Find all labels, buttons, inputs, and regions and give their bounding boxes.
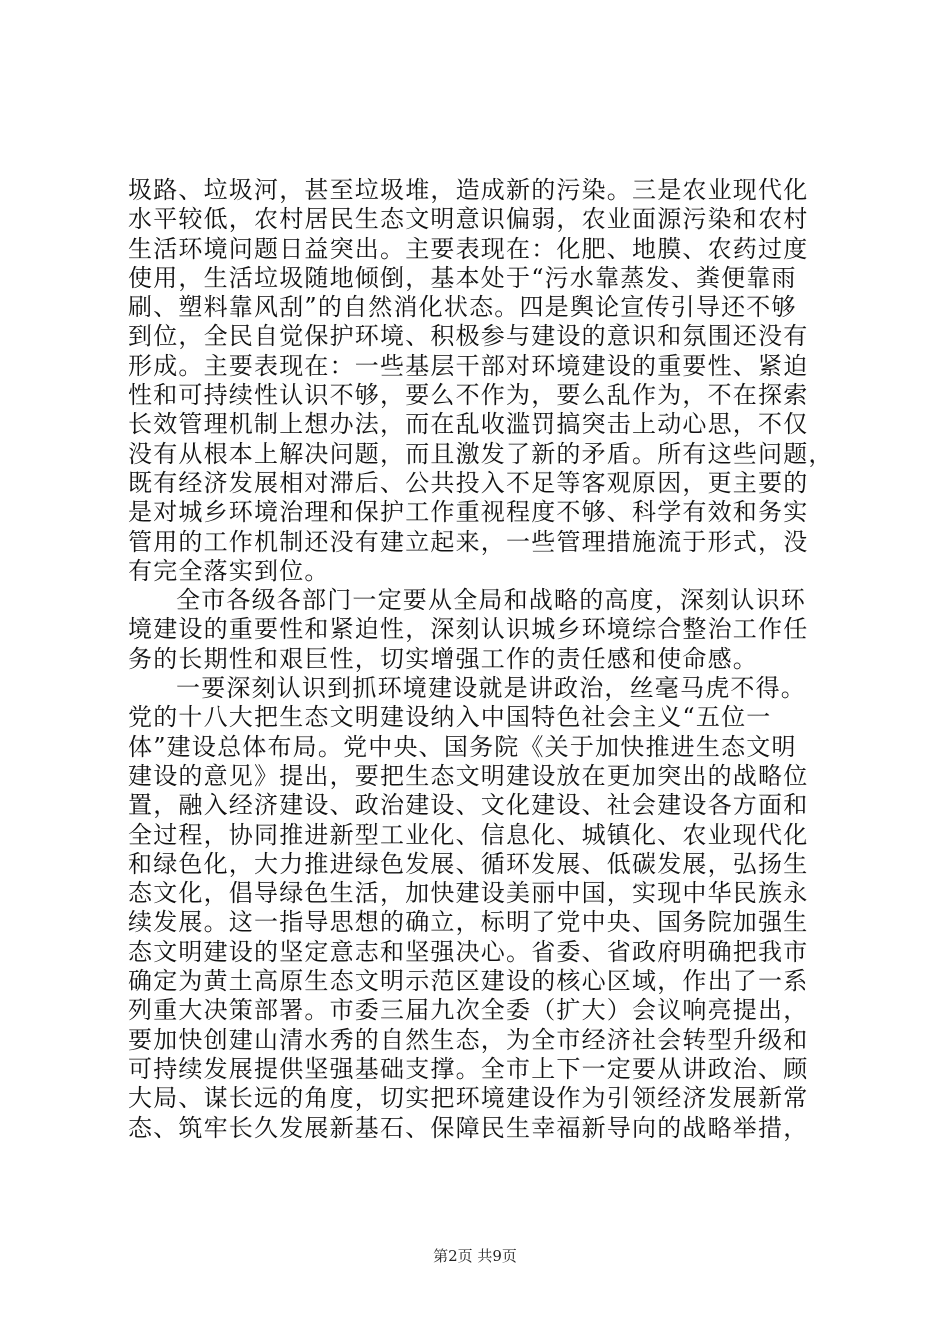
text-line: 置，融入经济建设、政治建设、文化建设、社会建设各方面和 xyxy=(128,791,809,820)
text-line: 没有从根本上解决问题，而且激发了新的矛盾。所有这些问题， xyxy=(128,439,834,468)
text-line: 建设的意见》提出，要把生态文明建设放在更加突出的战略位 xyxy=(128,761,809,790)
text-line: 党的十八大把生态文明建设纳入中国特色社会主义“五位一 xyxy=(128,703,772,732)
text-line: 确定为黄土高原生态文明示范区建设的核心区域，作出了一系 xyxy=(128,967,809,996)
paragraph-start-line: 全市各级各部门一定要从全局和战略的高度，深刻认识环 xyxy=(176,586,806,615)
text-line: 续发展。这一指导思想的确立，标明了党中央、国务院加强生 xyxy=(128,908,809,937)
text-line: 刷、塑料靠风刮”的自然消化状态。四是舆论宣传引导还不够 xyxy=(128,293,797,322)
text-line: 性和可持续性认识不够，要么不作为，要么乱作为，不在探索 xyxy=(128,381,809,410)
text-line: 态、筑牢长久发展新基石、保障民生幸福新导向的战略举措， xyxy=(128,1113,809,1142)
text-line: 全过程，协同推进新型工业化、信息化、城镇化、农业现代化 xyxy=(128,820,809,849)
text-line: 境建设的重要性和紧迫性，深刻认识城乡环境综合整治工作任 xyxy=(128,615,809,644)
text-line: 和绿色化，大力推进绿色发展、循环发展、低碳发展，弘扬生 xyxy=(128,849,809,878)
text-line: 要加快创建山清水秀的自然生态，为全市经济社会转型升级和 xyxy=(128,1025,809,1054)
page-number-footer: 第2页 共9页 xyxy=(433,1247,517,1265)
text-line: 到位，全民自觉保护环境、积极参与建设的意识和氛围还没有 xyxy=(128,322,809,351)
text-line: 长效管理机制上想办法，而在乱收滥罚搞突击上动心思，不仅 xyxy=(128,410,809,439)
text-line: 是对城乡环境治理和保护工作重视程度不够、科学有效和务实 xyxy=(128,498,809,527)
text-line: 体”建设总体布局。党中央、国务院《关于加快推进生态文明 xyxy=(128,732,797,761)
text-line: 形成。主要表现在：一些基层干部对环境建设的重要性、紧迫 xyxy=(128,351,809,380)
text-line: 管用的工作机制还没有建立起来，一些管理措施流于形式，没 xyxy=(128,527,809,556)
text-line: 列重大决策部署。市委三届九次全委（扩大）会议响亮提出， xyxy=(128,996,809,1025)
text-line: 有完全落实到位。 xyxy=(128,556,330,585)
text-line: 态文化，倡导绿色生活，加快建设美丽中国，实现中华民族永 xyxy=(128,879,809,908)
body-text xyxy=(128,176,834,1143)
text-line: 既有经济发展相对滞后、公共投入不足等客观原因，更主要的 xyxy=(128,468,809,497)
text-line: 使用，生活垃圾随地倾倒，基本处于“污水靠蒸发、粪便靠雨 xyxy=(128,263,797,292)
text-line: 态文明建设的坚定意志和坚强决心。省委、省政府明确把我市 xyxy=(128,937,809,966)
text-line: 圾路、垃圾河，甚至垃圾堆，造成新的污染。三是农业现代化 xyxy=(128,176,809,204)
paragraph-start-line: 一要深刻认识到抓环境建设就是讲政治，丝毫马虎不得。 xyxy=(176,674,806,703)
text-line: 可持续发展提供坚强基础支撑。全市上下一定要从讲政治、顾 xyxy=(128,1054,809,1083)
text-line: 水平较低，农村居民生态文明意识偏弱，农业面源污染和农村 xyxy=(128,205,809,234)
text-line: 生活环境问题日益突出。主要表现在：化肥、地膜、农药过度 xyxy=(128,234,809,263)
text-line: 务的长期性和艰巨性，切实增强工作的责任感和使命感。 xyxy=(128,644,758,673)
text-line: 大局、谋长远的角度，切实把环境建设作为引领经济发展新常 xyxy=(128,1084,809,1113)
